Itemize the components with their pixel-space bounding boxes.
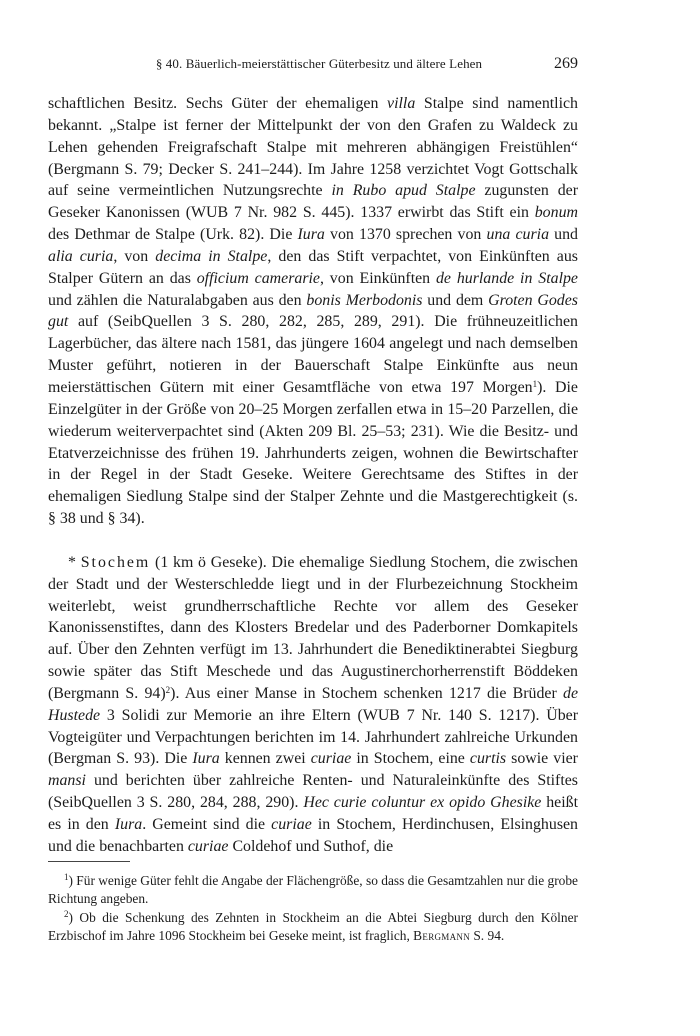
paragraph-stalpe: schaftlichen Besitz. Sechs Güter der ehemaligen villa Stalpe sind namentlich bekannt. „Stalpe ist ferner der Mittelpunkt der von den Grafen zu Waldeck zu Lehen gehenden Freigrafschaft Stalpe mit mehreren abhängigen Freistühlen“ (Bergmann S. 79; Decker S. 241–244). Im Jahre 1258 verzichtet Vogt Gottschalk auf seine vermeintlichen Nutzungsrechte in Rubo apud Stalpe zugunsten der Geseker Kanonissen (WUB 7 Nr. 982 S. 445). 1337 erwirbt das Stift ein bonum des Dethmar de Stalpe (Urk. 82). Die Iura von 1370 sprechen von una curia und alia curia, von decima in Stalpe, den das Stift verpachtet, von Einkünften aus Stalper Gütern an das officium camerarie, von Einkünften de hurlande in Stalpe und zählen die Naturalabgaben aus den bonis Merbodonis und dem Groten Godes gut auf (SeibQuellen 3 S. 280, 282, 285, 289, 291). Die frühneuzeitlichen Lagerbücher, das ältere nach 1581, das jüngere 1604 angelegt und nach demselben Muster geführt, notieren in der Bauerschaft Stalpe Einkünfte aus neun meierstättischen Gütern mit einer Gesamtfläche von etwa 197 Morgen$^1$). Die Einzelgüter in der Größe von 20–25 Morgen zerfallen etwa in 15–20 Parzellen, die wiederum weiterverpachtet sind (Akten 209 Bl. 25–53; 231). Wie die Besitz- und Etatverzeichnisse des frühen 19. Jahrhunderts zeigen, wohnen die Bewirtschafter in der Regel in der Stadt Geseke. Weitere Gerechtsame des Stiftes in der ehemaligen Siedlung Stalpe sind der Stalper Zehnte und die Mastgerechtigkeit (s. § 38 und § 34). (48, 95, 579, 528)
italic-run: una curia (486, 226, 550, 244)
spaced-place-name: Stochem (80, 553, 151, 571)
footnote-marker: 1 (64, 872, 69, 882)
italic-run: Iura (192, 750, 220, 768)
footnote-1: $^1$) Für wenige Güter fehlt die Angabe der Flächengröße, so dass die Gesamtzahlen nur die grobe Richtung angeben. (48, 872, 578, 907)
italic-run: bonum (534, 204, 578, 222)
footnote-rule (48, 861, 130, 862)
italic-run: decima in Stalpe (155, 247, 268, 265)
paragraph-stochem: * Stochem (1 km ö Geseke). Die ehemalige Siedlung Stochem, die zwischen der Stadt und der Westerschledde liegt und in der Flurbezeichnung Stockheim weiterlebt, weist grundherrschaftliche Rechte vor allem des Geseker Kanonissenstiftes, dann des Klosters Bredelar und des Paderborner Domkapitels auf. Über den Zehnten verfügt im 13. Jahrhundert die Benediktinerabtei Siegburg sowie später das Stift Meschede und das Augustinerchorherrenstift Böddeken (Bergmann S. 94)$^2$). Aus einer Manse in Stochem schenken 1217 die Brüder de Hustede 3 Solidi zur Memorie an ihre Eltern (WUB 7 Nr. 140 S. 1217). Über Vogteigüter und Verpachtungen berichten im 14. Jahrhundert zahlreiche Urkunden (Bergman S. 93). Die Iura kennen zwei curiae in Stochem, eine curtis sowie vier mansi und berichten über zahlreiche Renten- und Naturaleinkünfte des Stiftes (SeibQuellen 3 S. 280, 284, 288, 290). Hec curie coluntur ex opido Ghesike heißt es in den Iura. Gemeint sind die curiae in Stochem, Herdinchusen, Elsinghusen und die benachbarten curiae Coldehof und Suthof, die (48, 553, 579, 855)
italic-run: Iura (114, 816, 143, 833)
footnote-marker: 2 (165, 684, 171, 695)
running-head (48, 55, 578, 73)
italic-run: de Hustede (48, 684, 578, 724)
body-text (48, 93, 578, 858)
italic-run: Iura (297, 226, 325, 244)
italic-run: villa (387, 95, 416, 112)
italic-run: de hurlande in Stalpe (435, 269, 578, 287)
italic-run: mansi (48, 772, 86, 790)
footnote-2: $^2$) Ob die Schenkung des Zehnten in Stockheim an die Abtei Siegburg durch den Kölner Erzbischof im Jahre 1096 Stockheim bei Geseke meint, ist fraglich, Bergmann S. 94. (48, 908, 578, 944)
italic-run: officium camerarie (196, 269, 320, 287)
italic-run: Groten Godes gut (48, 291, 578, 331)
italic-run: curiae (271, 816, 312, 833)
italic-run: curtis (469, 750, 507, 768)
small-caps-author: Bergmann (413, 928, 471, 944)
italic-run: curiae (310, 750, 352, 768)
footnote-marker: 1 (532, 378, 538, 389)
running-title: § 40. Bäuerlich-meierstättischer Güterbesitz und ältere Lehen (155, 56, 483, 71)
italic-run: bonis Merbodonis (306, 291, 423, 309)
footnote-marker: 2 (64, 908, 69, 919)
italic-run: curiae (187, 837, 229, 855)
italic-run: Hec curie coluntur ex opido Ghesike (303, 794, 542, 812)
italic-run: in Rubo apud Stalpe (331, 182, 476, 200)
footnotes (48, 872, 578, 946)
italic-run: alia curia (48, 247, 114, 265)
page-number: 269 (554, 55, 578, 72)
